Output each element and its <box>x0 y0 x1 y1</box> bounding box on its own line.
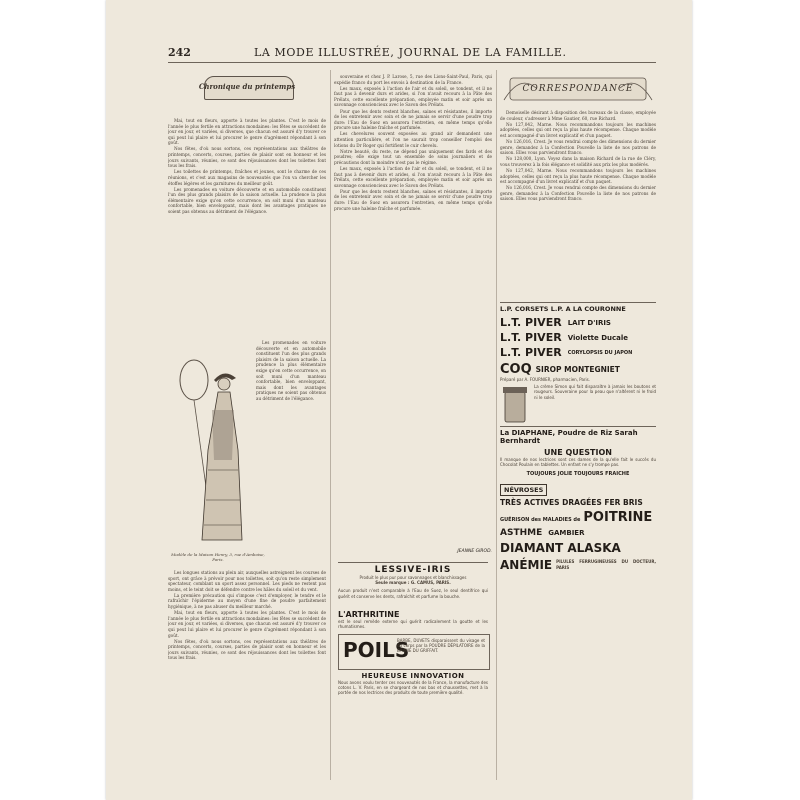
innovation-ad <box>338 672 488 696</box>
article-paragraph: Les maux, exposés à l'action de l'air et du soleil, se tondent, et il ne faut pas à devenir durs et arides, si l'on n'avait recours à la Pâte des Prélats, cette excellente préparation, employée matin et soir après un savonnage consciencieux avec le Savon des Prélats. <box>334 166 492 188</box>
correspondance-paragraph: No 127,042, Marne. Nous recommandons toujours les machines adoptées, celles qui ont reçu la plus haute récompense. Chaque modèle est accompagné d'un livret explicatif et d'un paquet. <box>500 167 656 185</box>
arthritine-text: est le seul remède externe qui guérit radicalement la goutte et les rhumatismes. <box>338 619 488 630</box>
diaphane-ad: La DIAPHANE, Poudre de Riz Sarah Bernhardt <box>500 426 656 445</box>
poils-text: BARBE, DUVETS disparaissent du visage et du corps par la POUDRE DÉPILATOIRE de la BAUME DU GRIFFAIT. <box>397 638 485 654</box>
correspondance-paragraph: No 127,042, Marne. Nous recommandons toujours les machines adoptées, celles qui ont reçu la plus haute récompense. Chaque modèle est accompagné d'un livret explicatif et d'un paquet. <box>500 121 656 138</box>
asthme-title: ASTHME <box>500 527 543 538</box>
anemie-ad <box>500 558 656 572</box>
article-paragraph: Les longues stations au plein air, auxquelles astreignent les courses de sport, ont grâce à prévoir pour nos toilettes, soit qu'on reste simplement spectateur, comblant un sport assez personnel. Les pieds ne restent pas moins, et le teint doit se défendre contre les hâles du soleil et du vent. <box>168 570 326 592</box>
nevroses-ad: NÉVROSES <box>500 484 547 496</box>
couronne-ad: L.P. CORSETS L.P. A LA COURONNE <box>500 305 626 313</box>
article-paragraph: Mai, tout en fleurs, apporte à toutes les plantes. C'est le mois de l'année le plus fertile en attractions mondaines: les fêtes se succèdent de jour en jour, et variées, si diverses, que chacun est assuré d'y trouver ce qui peut lui plaire et lui procurer le genre d'agrément répondant à son goût. <box>168 118 326 146</box>
lessive-iris-ad <box>338 562 488 599</box>
article-column-left-top <box>168 118 326 346</box>
correspondance-title: CORRESPONDANCE <box>522 84 634 94</box>
gambier-title: GAMBIER <box>548 528 585 537</box>
article-paragraph: Les chevelures souvent exposées au grand air demandent une attention particulière, et l'on ne saurait trop conseiller l'emploi des lotions du Dr Roger qui fortifient le cuir chevelu. <box>334 131 492 148</box>
article-paragraph: Les maux, exposés à l'action de l'air et du soleil, se tondent, et il ne faut pas à devenir durs et arides, si l'on n'avait recours à la Pâte des Prélats, cette excellente préparation, employée matin et soir après un savonnage consciencieux avec le Savon des Prélats. <box>334 85 492 108</box>
article-column-middle <box>334 74 492 544</box>
article-signature: JEANNE GIROD. <box>457 549 492 554</box>
sirop-title: SIROP MONTEGNIET <box>535 365 620 374</box>
header-rule <box>168 62 656 63</box>
question-text: Il manque de nos lectrices sont ces dames de la qu'elle fait le succès du Chocolat Poulain en tablettes. Un enfant ne s'y trompe pas. <box>500 457 656 468</box>
piver-ad-2 <box>500 331 656 344</box>
correspondance-paragraph: No 126,016, Crest. Je vous rendrai compte des dimensions du dernier genre, demandez à la Confection Pouvelle la liste de nos patrons de saison. Elles vous parviendront franco. <box>500 138 656 156</box>
lessive-text: Aucun produit n'est comparable à l'Eau de Suez, le seul dentifrice qui guérit et conserve les dents, rafraîchit et parfume la bouche. <box>338 588 488 599</box>
arthritine-ad <box>338 610 488 629</box>
lessive-maker: Seule marque : G. CAMUS, PARIS. <box>375 580 451 586</box>
figure-caption: Modèle de la Maison Henry, 3, rue d'Amboise, Paris. <box>171 552 265 562</box>
jar-icon <box>500 384 530 424</box>
fashion-figure-illustration <box>172 350 262 550</box>
piver-ad-1 <box>500 316 656 329</box>
anemie-text: PILULES FERRUGINEUSES DU DOCTEUR, PARIS <box>556 559 656 570</box>
article-paragraph: Nos fêtes, d'où nous sortons, ces représentations aux théâtres de printemps, concerts, courses, parties de plaisir sont en honneur et les jours suivants, réunies, ce sont des réjouissances dont les toilettes font tous les frais. <box>168 146 326 169</box>
page-number: 242 <box>168 46 191 59</box>
correspondance-text <box>500 110 656 300</box>
piver-brand: L.T. PIVER <box>500 346 562 359</box>
diamant-ad: DIAMANT ALASKA <box>500 540 621 555</box>
article-column-left-bottom <box>168 570 326 760</box>
poils-title: POILS <box>343 638 410 662</box>
piver-product: LAIT D'IRIS <box>567 318 611 327</box>
article-paragraph: Notre beauté, du reste, ne dépend pas uniquement des fards et des poudres; elle exige tout un ensemble de soins journaliers et de précautions dont la moindre n'est pas le régime. <box>334 148 492 165</box>
article-paragraph: Pour que les dents restent blanches, saines et résistantes, il importe de les entretenir avec soin et de ne jamais se servir d'une poudre trop dure: l'Eau de Suez en assurera l'entretien, en même temps qu'elle procure une haleine fraîche et parfumée. <box>334 108 492 131</box>
asthme-ad <box>500 528 656 538</box>
correspondance-paragraph: No 126,016, Crest. Je vous rendrai compte des dimensions du dernier genre, demandez à la Confection Pouvelle la liste de nos patrons de saison. Elles vous parviendront franco. <box>500 185 656 202</box>
sirop-ad <box>500 362 656 377</box>
magazine-page <box>106 0 692 800</box>
piver-brand: L.T. PIVER <box>500 331 562 344</box>
article-paragraph: Mai, tout en fleurs, apporte à toutes les plantes. C'est le mois de l'année le plus fertile en attractions mondaines: les fêtes se succèdent de jour en jour, et variées, si diverses, que chacun est assuré d'y trouver ce qui peut lui plaire et lui procurer le genre d'agrément répondant à son goût. <box>168 610 326 638</box>
page-header <box>168 42 656 62</box>
poitrine-title: POITRINE <box>583 509 653 525</box>
poils-ad <box>338 634 490 670</box>
dragees-ad: TRÈS ACTIVES DRAGÉES FER BRIS <box>500 497 643 507</box>
innovation-text: Nous avons voulu tenter ces nouveautés de la France, la manufacture des cotons L. V. Paris, en se chargeant de nos bas et chaussettes, met à la portée de nos lectrices des produits de toute première qualité. <box>338 680 488 696</box>
lessive-subtitle: Produit le plus pur pour savonnages et blanchissages <box>359 575 467 580</box>
right-ads <box>500 302 656 572</box>
arthritine-title: L'ARTHRITINE <box>338 610 400 619</box>
article-paragraph: Pour que les dents restent blanches, saines et résistantes, il importe de les entretenir avec soin et de ne jamais se servir d'une poudre trop dure: l'Eau de Suez en assurera l'entretien, en même temps qu'elle procure une haleine fraîche et parfumée. <box>334 188 492 211</box>
question-title: UNE QUESTION <box>544 448 612 458</box>
article-paragraph: La première précaution qui s'impose c'est d'employer, le tendre et le rafraîchir l'épiderme au moyen d'une fine de poudre parfaitement hygiénique, à ne pas abuser du meilleur marché. <box>168 592 326 610</box>
creme-text: La crème Simon qui fait disparaître à jamais les boutons et rougeurs. Souveraine pour la peau que n'altèrent ni le froid ni le soleil. <box>534 384 656 400</box>
anemie-title: ANÉMIE <box>500 557 553 572</box>
piver-product: Violette Ducale <box>567 333 629 342</box>
innovation-title: HEUREUSE INNOVATION <box>361 672 465 680</box>
article-paragraph: souveraine et chez J. P. Larose, 5, rue des Lions-Saint-Paul, Paris, qui expédie franco du port les envois à destination de la France. <box>334 74 492 85</box>
article-paragraph: Les toilettes de printemps, fraîches et jeunes, sont le charme de ces réunions, et c'est aux magasins de nouveautés que l'on va chercher les étoffes légères et les garnitures du meilleur goût. <box>168 169 326 186</box>
column-divider <box>496 70 497 780</box>
piver-ad-3 <box>500 346 656 359</box>
article-beside-figure <box>256 340 326 560</box>
piver-brand: L.T. PIVER <box>500 316 562 329</box>
article-title-box <box>168 76 326 114</box>
poitrine-prefix: GUÉRISON des MALADIES de <box>500 516 581 523</box>
column-divider <box>330 70 331 780</box>
article-paragraph: Les promenades en voiture découverte et en automobile constituent l'un des plus grands plaisirs de la saison actuelle. La prudence la plus élémentaire exige qu'en cette occurrence, on soit muni d'un manteau confortable, bien enveloppant, mais dont les avantages pratiques ne soient pas obtenus au détriment de l'élégance. <box>168 186 326 214</box>
lessive-title: LESSIVE-IRIS <box>374 565 452 575</box>
article-paragraph: Nos fêtes, d'où nous sortons, ces représentations aux théâtres de printemps, concerts, courses, parties de plaisir sont en honneur et les jours suivants, réunies, ce sont des réjouissances dont les toilettes font tous les frais. <box>168 638 326 661</box>
poitrine-ad <box>500 510 656 525</box>
sirop-text: Préparé par A. FOURNIER, pharmacien, Paris. <box>500 377 591 382</box>
creme-ad <box>500 384 656 424</box>
running-title: LA MODE ILLUSTRÉE, JOURNAL DE LA FAMILLE. <box>254 46 567 59</box>
article-paragraph: Les promenades en voiture découverte et en automobile constituent l'un des plus grands plaisirs de la saison actuelle. La prudence la plus élémentaire exige qu'en cette occurrence, on soit muni d'un manteau confortable, bien enveloppant, mais dont les avantages pratiques ne soient pas obtenus au détriment de l'élégance. <box>256 340 326 401</box>
correspondance-paragraph: Demoiselle désirant à disposition des bureaux de la classe, employée de couleur, s'adresser à Mme Gautier, 60, rue Richard. <box>500 110 656 121</box>
correspondance-paragraph: No 128,000, Lyon. Voyez dans la maison Richard de la rue de Cléry, vous trouverez à la fois élégance et solidité aux prix les plus modérés. <box>500 156 656 167</box>
piver-product: CORYLOPSIS DU JAPON <box>567 349 633 356</box>
coq-brand: COQ <box>500 362 532 377</box>
article-title: Chronique du printemps <box>198 82 296 91</box>
correspondance-heading <box>500 74 656 104</box>
toujours-jolie-ad: TOUJOURS JOLIE TOUJOURS FRAICHE <box>526 470 630 477</box>
